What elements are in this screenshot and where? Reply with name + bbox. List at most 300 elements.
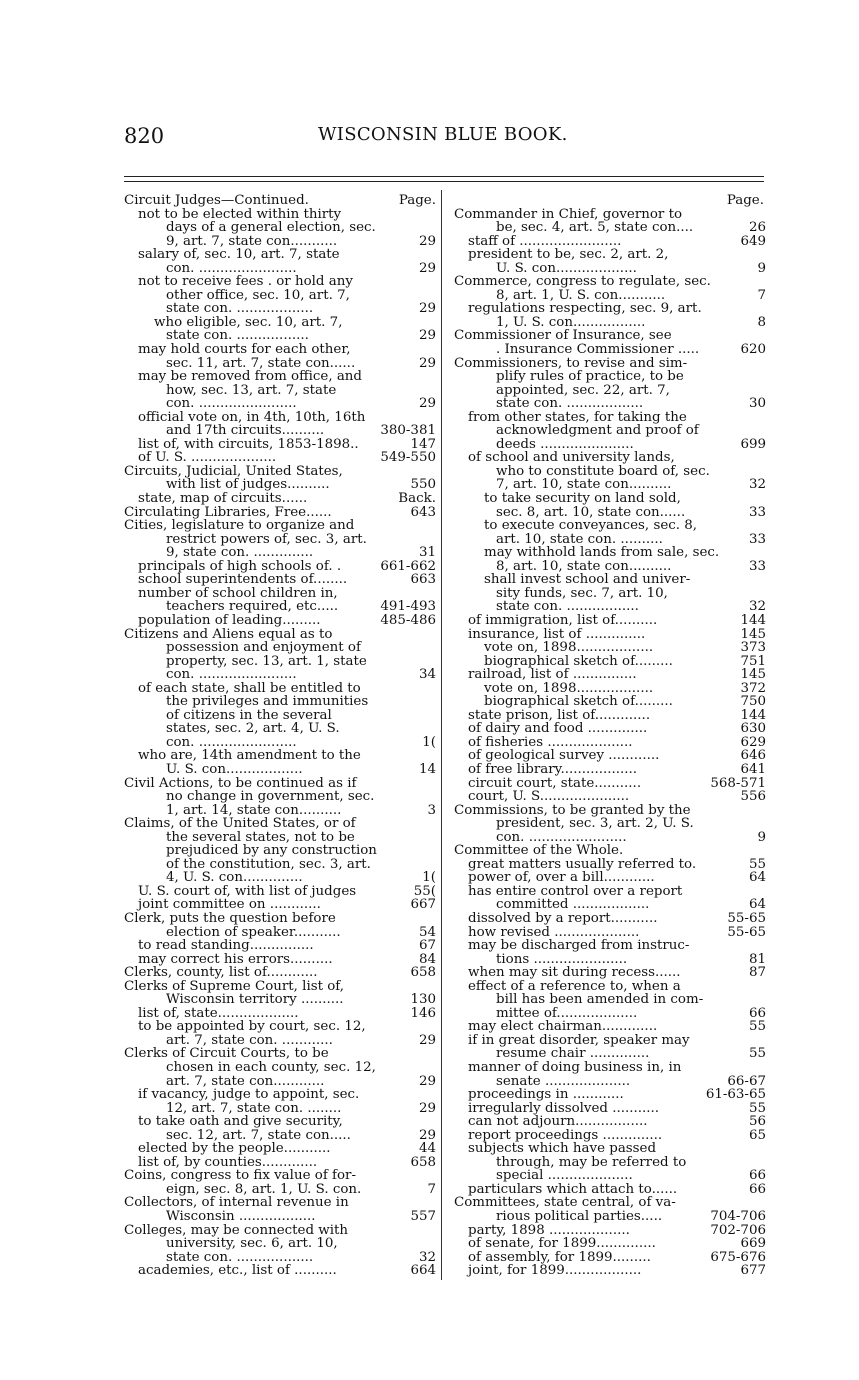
index-entry bbox=[120, 1142, 436, 1156]
entry-page-ref: 629 bbox=[740, 735, 766, 750]
entry-text: circuit court, state........... bbox=[468, 776, 642, 791]
index-entry bbox=[450, 1007, 766, 1021]
entry-text: con. ....................... bbox=[166, 397, 297, 411]
entry-text: state prison, list of............. bbox=[468, 708, 651, 723]
column-divider bbox=[441, 190, 442, 1280]
entry-text: president, sec. 3, art. 2, U. S. bbox=[496, 817, 694, 831]
entry-text: state, map of circuits...... bbox=[138, 492, 308, 506]
entry-page-ref: 664 bbox=[410, 1264, 436, 1278]
entry-text: insurance, list of .............. bbox=[468, 627, 646, 642]
entry-text: official vote on, in 4th, 10th, 16th bbox=[138, 410, 366, 425]
index-entry bbox=[450, 465, 766, 479]
entry-page-ref: 55 bbox=[748, 1047, 766, 1061]
index-entry bbox=[450, 831, 766, 845]
index-entry bbox=[450, 560, 766, 574]
index-entry bbox=[450, 966, 766, 980]
index-entry bbox=[120, 722, 436, 736]
entry-text: sity funds, sec. 7, art. 10, bbox=[496, 586, 668, 601]
index-entry bbox=[450, 370, 766, 384]
entry-text: prejudiced by any construction bbox=[166, 844, 377, 858]
index-entry bbox=[450, 709, 766, 723]
entry-text: mittee of................... bbox=[496, 1006, 638, 1021]
entry-text: if vacancy, judge to appoint, sec. bbox=[138, 1088, 360, 1102]
index-entry bbox=[450, 939, 766, 953]
entry-text: who are, 14th amendment to the bbox=[138, 749, 361, 763]
entry-text: irregularly dissolved ........... bbox=[468, 1101, 660, 1116]
index-entry bbox=[450, 411, 766, 425]
entry-page-ref: 66 bbox=[748, 1182, 766, 1197]
index-entry bbox=[450, 1169, 766, 1183]
index-entry bbox=[450, 749, 766, 763]
index-entry bbox=[120, 221, 436, 235]
entry-text: Coins, congress to fix value of for- bbox=[124, 1169, 356, 1183]
entry-page-ref: 630 bbox=[740, 722, 766, 736]
entry-page-ref: 32 bbox=[748, 600, 766, 614]
entry-text: can not adjourn................. bbox=[468, 1115, 648, 1129]
entry-page-ref: 144 bbox=[740, 708, 766, 723]
index-entry bbox=[450, 1115, 766, 1129]
entry-page-ref: 32 bbox=[748, 478, 766, 493]
index-entry bbox=[450, 1156, 766, 1170]
entry-text: U. S. court of, with list of judges bbox=[138, 884, 357, 899]
index-entry bbox=[120, 871, 436, 885]
index-entry bbox=[120, 1224, 436, 1238]
index-entry bbox=[450, 1142, 766, 1156]
index-entry bbox=[120, 1102, 436, 1116]
entry-page-ref: 658 bbox=[410, 1155, 436, 1170]
index-entry bbox=[120, 1183, 436, 1197]
entry-text: tions ...................... bbox=[496, 952, 628, 967]
index-entry bbox=[120, 235, 436, 249]
entry-text: report proceedings .............. bbox=[468, 1128, 663, 1143]
entry-text: rious political parties..... bbox=[496, 1210, 663, 1224]
entry-page-ref: 669 bbox=[740, 1237, 766, 1251]
entry-text: may be removed from office, and bbox=[138, 370, 363, 384]
entry-page-ref: 29 bbox=[418, 302, 436, 316]
index-entry bbox=[450, 1224, 766, 1238]
entry-page-ref: Back. bbox=[398, 492, 436, 506]
entry-page-ref: 29 bbox=[418, 356, 436, 371]
entry-text: U. S. con................... bbox=[496, 261, 637, 276]
index-entry bbox=[120, 262, 436, 276]
index-entry bbox=[450, 763, 766, 777]
index-entry bbox=[120, 763, 436, 777]
entry-page-ref: 55( bbox=[413, 884, 436, 899]
index-entry bbox=[120, 641, 436, 655]
entry-page-ref: 130 bbox=[410, 993, 436, 1007]
index-entry bbox=[450, 804, 766, 818]
entry-text: 4, U. S. con.............. bbox=[166, 871, 303, 885]
entry-text: biographical sketch of......... bbox=[484, 695, 673, 709]
index-column-right bbox=[450, 194, 766, 1278]
index-entry bbox=[120, 302, 436, 316]
index-entry bbox=[120, 1251, 436, 1265]
entry-text: elected by the people........... bbox=[138, 1142, 331, 1156]
entry-text: Claims, of the United States, or of bbox=[124, 817, 356, 831]
entry-text: be, sec. 4, art. 5, state con.... bbox=[496, 221, 694, 235]
index-entry bbox=[120, 1020, 436, 1034]
entry-text: Committee of the Whole. bbox=[454, 844, 624, 858]
index-entry bbox=[120, 397, 436, 411]
index-entry bbox=[120, 451, 436, 465]
index-entry bbox=[120, 560, 436, 574]
index-entry bbox=[120, 600, 436, 614]
index-entry bbox=[450, 289, 766, 303]
index-entry bbox=[450, 885, 766, 899]
entry-text: not to be elected within thirty bbox=[138, 207, 342, 222]
index-entry bbox=[450, 587, 766, 601]
index-entry bbox=[450, 953, 766, 967]
entry-page-ref: 556 bbox=[740, 790, 766, 804]
entry-text: 8, art. 1, U. S. con........... bbox=[496, 288, 666, 303]
index-entry bbox=[120, 777, 436, 791]
index-entry bbox=[120, 628, 436, 642]
entry-text: 12, art. 7, state con. ........ bbox=[166, 1101, 342, 1116]
entry-text: art. 10, state con. .......... bbox=[496, 532, 663, 547]
entry-text: has entire control over a report bbox=[468, 884, 683, 899]
entry-page-ref: 649 bbox=[740, 234, 766, 249]
entry-text: plify rules of practice, to be bbox=[496, 370, 684, 384]
entry-text: the several states, not to be bbox=[166, 830, 355, 845]
index-entry bbox=[450, 262, 766, 276]
entry-text: Clerks, county, list of............ bbox=[124, 966, 318, 980]
index-entry bbox=[450, 438, 766, 452]
entry-text: Wisconsin .................. bbox=[166, 1210, 316, 1224]
entry-text: restrict powers of, sec. 3, art. bbox=[166, 532, 367, 547]
entry-text: when may sit during recess...... bbox=[468, 966, 681, 980]
entry-page-ref: 64 bbox=[748, 871, 766, 885]
entry-text: who to constitute board of, sec. bbox=[496, 464, 710, 479]
index-entry bbox=[450, 980, 766, 994]
entry-text: state con. ................. bbox=[496, 600, 639, 614]
entry-text: 9, state con. .............. bbox=[166, 546, 314, 560]
index-entry bbox=[120, 1237, 436, 1251]
index-entry bbox=[120, 492, 436, 506]
index-entry bbox=[450, 777, 766, 791]
entry-page-ref: 87 bbox=[748, 966, 766, 980]
entry-text: property, sec. 13, art. 1, state bbox=[166, 654, 367, 669]
entry-text: court, U. S..................... bbox=[468, 790, 630, 804]
entry-page-ref: 55-65 bbox=[727, 925, 766, 940]
index-entry bbox=[450, 926, 766, 940]
entry-text: subjects which have passed bbox=[468, 1142, 657, 1156]
entry-text: effect of a reference to, when a bbox=[468, 979, 681, 994]
entry-text: joint, for 1899.................. bbox=[468, 1264, 642, 1278]
entry-text: how, sec. 13, art. 7, state bbox=[166, 383, 337, 398]
entry-page-ref: 667 bbox=[410, 898, 436, 912]
page-number: 820 bbox=[124, 124, 165, 148]
entry-text: sec. 12, art. 7, state con..... bbox=[166, 1128, 351, 1143]
entry-text: principals of high schools of. . bbox=[138, 559, 342, 574]
index-entry bbox=[120, 885, 436, 899]
entry-text: of each state, shall be entitled to bbox=[138, 681, 361, 696]
index-entry bbox=[450, 871, 766, 885]
entry-page-ref: 646 bbox=[740, 749, 766, 763]
index-entry bbox=[120, 668, 436, 682]
entry-text: 8, art. 10, state con.......... bbox=[496, 559, 672, 574]
index-entry bbox=[450, 492, 766, 506]
entry-page-ref: 55 bbox=[748, 1020, 766, 1034]
entry-page-ref: 1( bbox=[422, 735, 436, 750]
index-entry bbox=[120, 519, 436, 533]
index-entry bbox=[120, 1196, 436, 1210]
entry-text: Circuits, Judicial, United States, bbox=[124, 464, 343, 479]
entry-page-ref: 675-676 bbox=[710, 1250, 766, 1265]
index-entry bbox=[450, 655, 766, 669]
entry-text: president to be, sec. 2, art. 2, bbox=[468, 248, 669, 262]
entry-page-ref: 84 bbox=[418, 952, 436, 967]
index-entry bbox=[450, 600, 766, 614]
index-entry bbox=[450, 316, 766, 330]
entry-page-ref: 557 bbox=[410, 1210, 436, 1224]
entry-page-ref: 7 bbox=[757, 288, 766, 303]
entry-page-ref: 61-63-65 bbox=[705, 1088, 766, 1102]
entry-text: state con. .................. bbox=[496, 397, 644, 411]
entry-page-ref: 29 bbox=[418, 1074, 436, 1089]
entry-text: may hold courts for each other, bbox=[138, 343, 351, 357]
index-entry bbox=[450, 275, 766, 289]
index-entry bbox=[450, 1020, 766, 1034]
index-entry bbox=[120, 614, 436, 628]
index-entry bbox=[450, 506, 766, 520]
entry-text: party, 1898 ................... bbox=[468, 1223, 630, 1238]
entry-page-ref: 751 bbox=[740, 654, 766, 669]
entry-page-ref: 33 bbox=[748, 505, 766, 520]
entry-page-ref: 568-571 bbox=[710, 776, 766, 791]
header-rule-bottom bbox=[124, 181, 764, 182]
entry-page-ref: 146 bbox=[410, 1006, 436, 1021]
entry-text: deeds ...................... bbox=[496, 437, 634, 452]
entry-text: Clerk, puts the question before bbox=[124, 911, 336, 926]
entry-page-ref: 663 bbox=[410, 573, 436, 587]
entry-page-ref: 1( bbox=[422, 871, 436, 885]
index-entry bbox=[450, 1034, 766, 1048]
index-entry bbox=[450, 682, 766, 696]
entry-text: . Insurance Commissioner ..... bbox=[496, 343, 700, 357]
entry-page-ref: 9 bbox=[757, 830, 766, 845]
entry-text: sec. 8, art. 10, state con...... bbox=[496, 505, 686, 520]
index-entry bbox=[120, 384, 436, 398]
index-entry bbox=[120, 831, 436, 845]
index-entry bbox=[450, 1210, 766, 1224]
entry-page-ref: 34 bbox=[418, 668, 436, 682]
entry-text: state con. ................. bbox=[166, 329, 309, 344]
entry-text: vote on, 1898.................. bbox=[484, 681, 654, 696]
index-entry bbox=[120, 275, 436, 289]
index-entry bbox=[120, 1075, 436, 1089]
index-entry bbox=[450, 1183, 766, 1197]
index-entry bbox=[450, 384, 766, 398]
entry-text: if in great disorder, speaker may bbox=[468, 1033, 690, 1048]
index-entry bbox=[450, 343, 766, 357]
entry-text: great matters usually referred to. bbox=[468, 857, 697, 872]
index-column-left bbox=[120, 194, 436, 1278]
entry-text: to execute conveyances, sec. 8, bbox=[484, 519, 698, 533]
index-entry bbox=[450, 858, 766, 872]
entry-page-ref: 66 bbox=[748, 1006, 766, 1021]
entry-text: population of leading......... bbox=[138, 613, 321, 628]
entry-text: who eligible, sec. 10, art. 7, bbox=[154, 315, 343, 330]
index-entry bbox=[450, 357, 766, 371]
entry-page-ref: 485-486 bbox=[380, 613, 436, 628]
index-entry bbox=[120, 438, 436, 452]
index-entry bbox=[450, 614, 766, 628]
entry-page-ref: 3 bbox=[427, 803, 436, 818]
entry-page-ref: 702-706 bbox=[710, 1223, 766, 1238]
index-entry bbox=[450, 1237, 766, 1251]
entry-text: states, sec. 2, art. 4, U. S. bbox=[166, 722, 340, 736]
entry-page-ref: 55 bbox=[748, 1101, 766, 1116]
index-entry bbox=[120, 912, 436, 926]
page-header bbox=[0, 124, 859, 154]
index-entry bbox=[450, 519, 766, 533]
entry-text: appointed, sec. 22, art. 7, bbox=[496, 383, 670, 398]
entry-page-ref: 65 bbox=[748, 1128, 766, 1143]
entry-page-ref: 55-65 bbox=[727, 911, 766, 926]
entry-text: Cities, legislature to organize and bbox=[124, 519, 355, 533]
entry-page-ref: 56 bbox=[748, 1115, 766, 1129]
index-entry bbox=[120, 858, 436, 872]
entry-page-ref: 145 bbox=[740, 668, 766, 682]
index-entry bbox=[450, 695, 766, 709]
index-entry bbox=[120, 289, 436, 303]
index-entry bbox=[450, 329, 766, 343]
entry-text: academies, etc., list of .......... bbox=[138, 1264, 337, 1278]
index-entry bbox=[120, 804, 436, 818]
index-entry bbox=[120, 533, 436, 547]
entry-page-ref: 643 bbox=[410, 505, 436, 520]
entry-text: days of a general election, sec. bbox=[166, 221, 376, 235]
index-entry bbox=[450, 478, 766, 492]
index-entry bbox=[120, 966, 436, 980]
entry-text: to be appointed by court, sec. 12, bbox=[138, 1020, 366, 1034]
entry-page-ref: 30 bbox=[748, 397, 766, 411]
entry-page-ref: 144 bbox=[740, 613, 766, 628]
entry-text: Commander in Chief, governor to bbox=[454, 207, 683, 222]
entry-page-ref: 8 bbox=[757, 315, 766, 330]
entry-page-ref: 372 bbox=[740, 681, 766, 696]
entry-text: may be discharged from instruc- bbox=[468, 939, 690, 953]
index-entry bbox=[120, 1156, 436, 1170]
index-entry bbox=[450, 424, 766, 438]
index-entry bbox=[450, 898, 766, 912]
index-entry bbox=[120, 709, 436, 723]
entry-text: shall invest school and univer- bbox=[484, 573, 691, 587]
index-entry bbox=[450, 451, 766, 465]
index-entry bbox=[450, 1264, 766, 1278]
entry-text: state con. .................. bbox=[166, 302, 314, 316]
entry-text: of dairy and food .............. bbox=[468, 722, 648, 736]
index-entry bbox=[450, 1102, 766, 1116]
index-entry bbox=[120, 844, 436, 858]
entry-text: power of, over a bill............ bbox=[468, 871, 655, 885]
entry-text: Clerks of Circuit Courts, to be bbox=[124, 1047, 329, 1061]
index-entry bbox=[120, 465, 436, 479]
index-entry bbox=[120, 655, 436, 669]
index-entry bbox=[120, 194, 436, 208]
index-entry bbox=[120, 411, 436, 425]
entry-text: U. S. con.................. bbox=[166, 762, 303, 777]
index-entry bbox=[450, 993, 766, 1007]
index-entry bbox=[450, 573, 766, 587]
entry-text: Committees, state central, of va- bbox=[454, 1196, 676, 1211]
index-entry bbox=[450, 722, 766, 736]
entry-text: art. 7, state con............ bbox=[166, 1074, 325, 1089]
index-entry bbox=[120, 682, 436, 696]
entry-page-ref: 380-381 bbox=[380, 424, 436, 438]
entry-text: acknowledgment and proof of bbox=[496, 424, 699, 438]
entry-text: of school and university lands, bbox=[468, 451, 675, 465]
entry-page-ref: 33 bbox=[748, 532, 766, 547]
entry-page-ref: 750 bbox=[740, 695, 766, 709]
entry-text: to read standing............... bbox=[138, 939, 314, 953]
entry-text: Clerks of Supreme Court, list of, bbox=[124, 979, 345, 994]
entry-page-ref: Page. bbox=[398, 194, 436, 208]
entry-text: how revised .................... bbox=[468, 925, 640, 940]
entry-text: other office, sec. 10, art. 7, bbox=[166, 288, 350, 303]
entry-text: staff of ........................ bbox=[468, 234, 622, 249]
index-entry bbox=[120, 926, 436, 940]
index-entry bbox=[450, 628, 766, 642]
index-entry bbox=[120, 1034, 436, 1048]
entry-text: special .................... bbox=[496, 1169, 633, 1183]
entry-page-ref: 9 bbox=[757, 261, 766, 276]
entry-text: 7, art. 10, state con.......... bbox=[496, 478, 672, 493]
entry-text: Commerce, congress to regulate, sec. bbox=[454, 275, 711, 289]
entry-page-ref: 641 bbox=[740, 762, 766, 777]
entry-text: manner of doing business in, in bbox=[468, 1061, 682, 1075]
index-entry bbox=[120, 329, 436, 343]
entry-page-ref: 14 bbox=[418, 762, 436, 777]
entry-text: from other states, for taking the bbox=[468, 410, 687, 425]
entry-text: possession and enjoyment of bbox=[166, 641, 361, 655]
entry-text: through, may be referred to bbox=[496, 1155, 687, 1170]
entry-text: Wisconsin territory .......... bbox=[166, 993, 344, 1007]
entry-text: list of, state................... bbox=[138, 1006, 299, 1021]
entry-page-ref: 699 bbox=[740, 437, 766, 452]
entry-page-ref: 620 bbox=[740, 343, 766, 357]
entry-page-ref: 81 bbox=[748, 952, 766, 967]
entry-text: con. ....................... bbox=[166, 668, 297, 682]
index-entry bbox=[120, 1264, 436, 1278]
index-entry bbox=[450, 641, 766, 655]
entry-text: of citizens in the several bbox=[166, 708, 332, 723]
entry-text: list of, by counties............. bbox=[138, 1155, 318, 1170]
index-entry bbox=[450, 302, 766, 316]
entry-page-ref: 677 bbox=[740, 1264, 766, 1278]
entry-page-ref: 549-550 bbox=[380, 451, 436, 465]
entry-page-ref: 31 bbox=[418, 546, 436, 560]
index-entry bbox=[120, 587, 436, 601]
entry-text: not to receive fees . or hold any bbox=[138, 275, 353, 289]
index-entry bbox=[120, 695, 436, 709]
entry-text: proceedings in ............ bbox=[468, 1088, 624, 1102]
index-entry bbox=[120, 993, 436, 1007]
book-title: WISCONSIN BLUE BOOK. bbox=[318, 124, 568, 145]
index-entry bbox=[450, 1251, 766, 1265]
entry-text: joint committee on ............ bbox=[138, 898, 321, 912]
entry-page-ref: 7 bbox=[427, 1182, 436, 1197]
entry-text: art. 7, state con. ............ bbox=[166, 1033, 333, 1048]
entry-page-ref: 147 bbox=[410, 437, 436, 452]
entry-text: Commissioner of Insurance, see bbox=[454, 329, 672, 344]
entry-text: Citizens and Aliens equal as to bbox=[124, 627, 333, 642]
entry-page-ref: 29 bbox=[418, 1128, 436, 1143]
index-entry bbox=[120, 790, 436, 804]
entry-text: Civil Actions, to be continued as if bbox=[124, 776, 357, 791]
entry-text: 9, art. 7, state con........... bbox=[166, 234, 338, 249]
entry-page-ref: 32 bbox=[418, 1250, 436, 1265]
